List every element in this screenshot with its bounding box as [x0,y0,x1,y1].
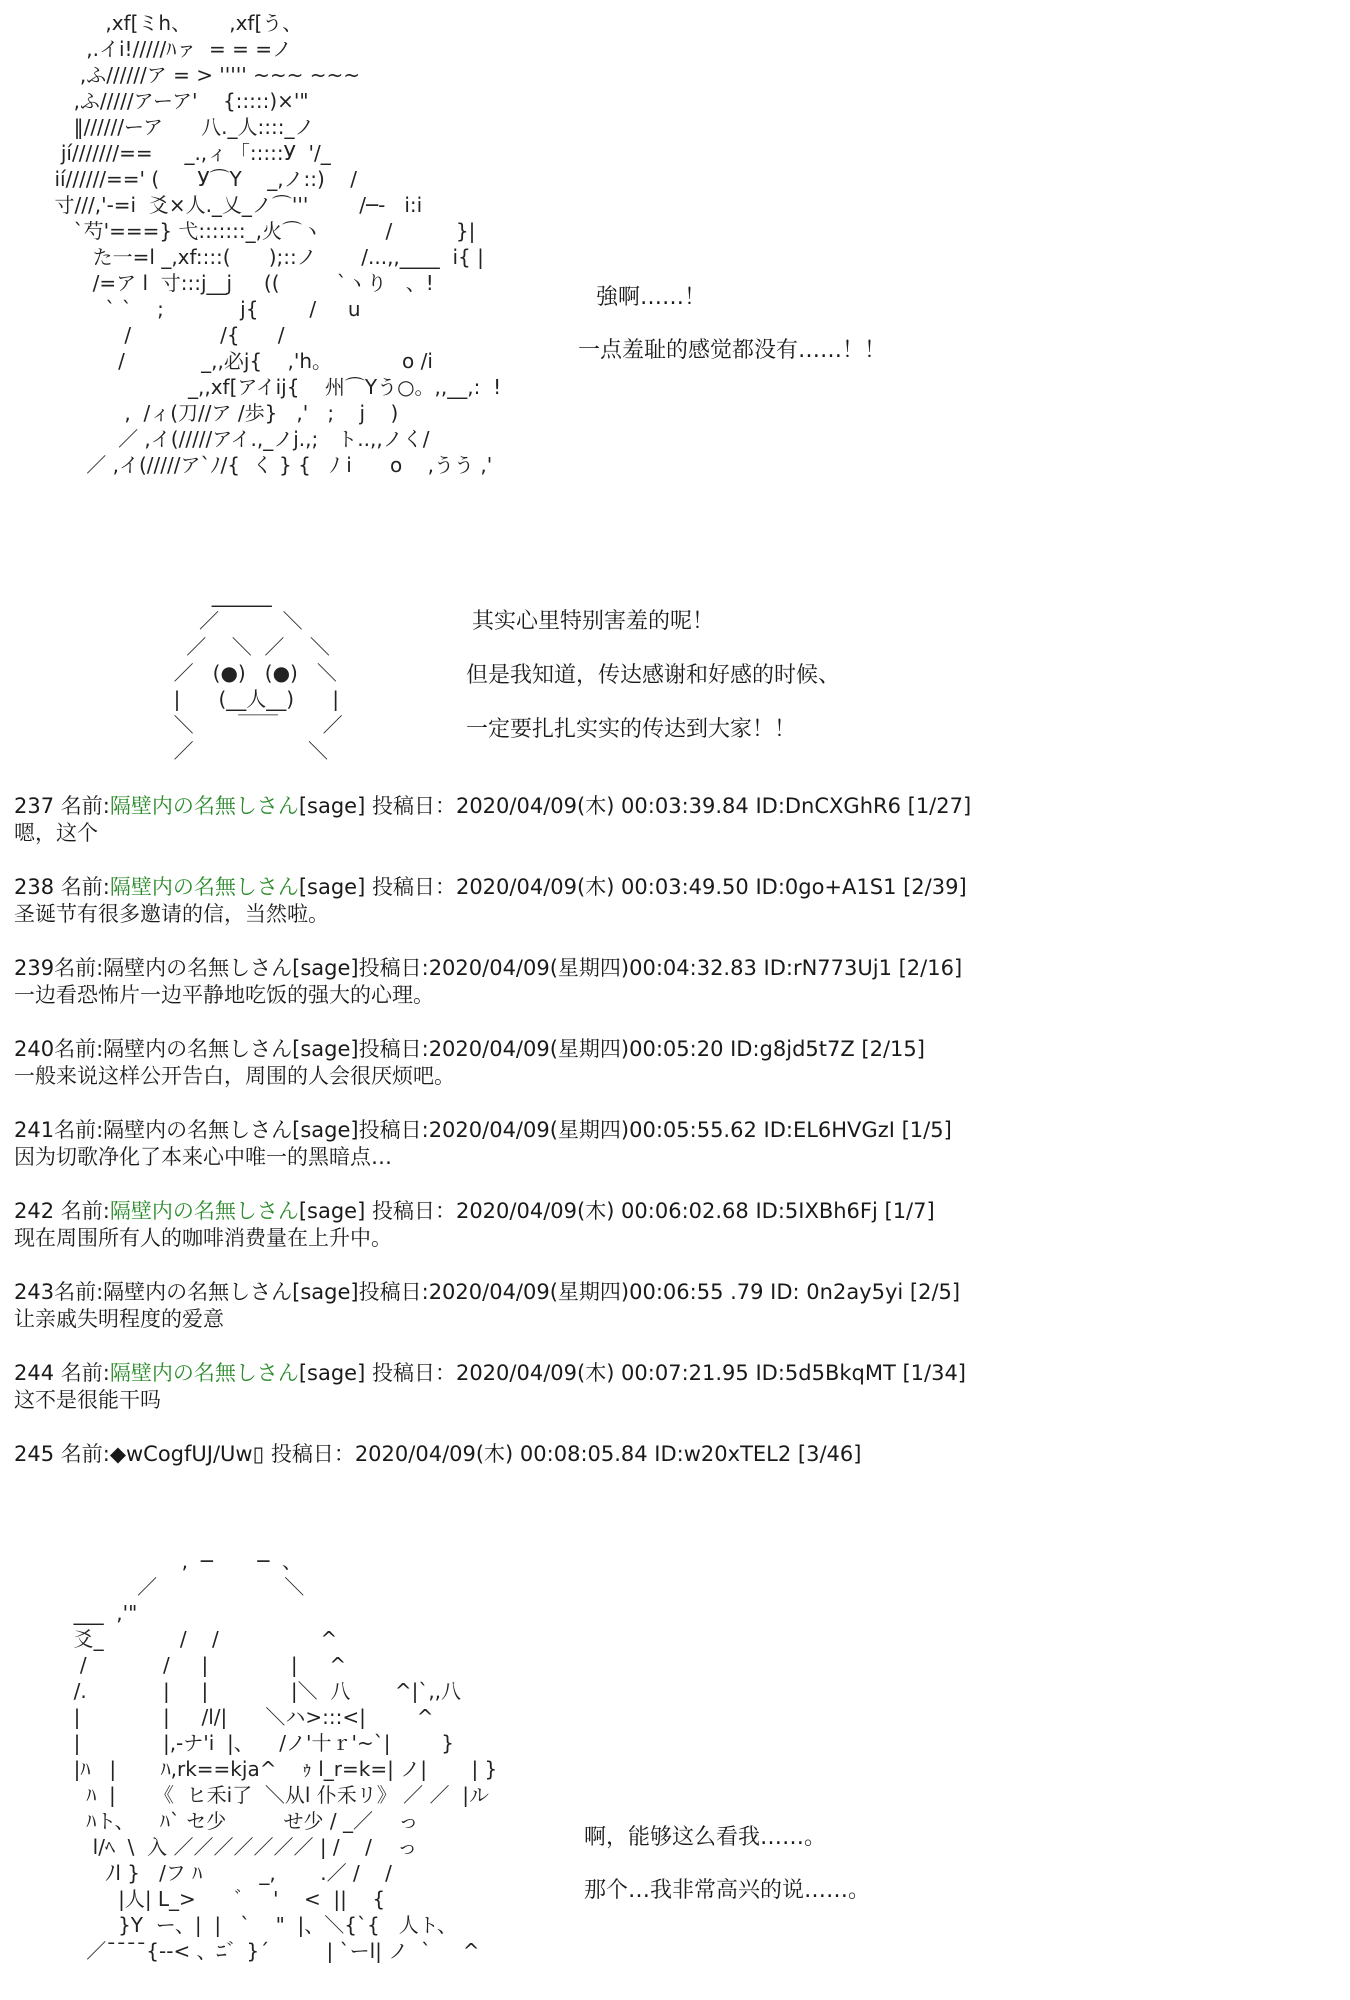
post-header [14,874,1334,901]
post-body: 这不是很能干吗 [14,1388,161,1412]
poster-name: 隔壁内の名無しさん [103,1037,293,1061]
post-meta: [sage]投稿日:2020/04/09(星期四)00:05:20 ID:g8jd5t7Z [2/15] [292,1037,925,1061]
post-header [14,955,1334,982]
post-number: 238 名前: [14,875,110,899]
post [14,1441,1334,1468]
post-body: 圣诞节有很多邀请的信，当然啦。 [14,902,329,926]
post-meta: ▯ 投稿日：2020/04/09(木) 00:08:05.84 ID:w20xTEL2 [3/46] [252,1442,862,1466]
poster-name: 隔壁内の名無しさん [103,1118,293,1142]
post-body: 嗯，这个 [14,821,98,845]
post-number: 243名前: [14,1280,104,1304]
poster-name: 隔壁内の名無しさん [103,1280,293,1304]
poster-name: 隔壁内の名無しさん [103,956,293,980]
speech-line: 一定要扎扎实实的传达到大家！！ [466,717,797,742]
post-meta: [sage] 投稿日：2020/04/09(木) 00:03:39.84 ID:DnCXGhR6 [1/27] [298,794,972,818]
speech-line: 那个…我非常高兴的说……。 [584,1878,871,1903]
post [14,874,1334,928]
post-header [14,1441,1334,1468]
post-header [14,1279,1334,1306]
post [14,1198,1334,1252]
post-header [14,1117,1334,1144]
speech-line: 強啊……！ [596,285,707,310]
speech-line: 啊，能够这么看我……。 [584,1825,827,1850]
post-number: 237 名前: [14,794,110,818]
poster-name: 隔壁内の名無しさん [109,1199,299,1223]
speech-line: 但是我知道，传达感谢和好感的时候、 [466,663,841,688]
poster-name: ◆wCogfUJ/Uw [109,1442,253,1466]
post-body: 一般来说这样公开告白，周围的人会很厌烦吧。 [14,1064,455,1088]
post-meta: [sage] 投稿日：2020/04/09(木) 00:07:21.95 ID:5d5BkqMT [1/34] [298,1361,967,1385]
poster-name: 隔壁内の名無しさん [109,875,299,899]
post [14,1360,1334,1414]
post-meta: [sage]投稿日:2020/04/09(星期四)00:04:32.83 ID:rN773Uj1 [2/16] [292,956,963,980]
post [14,955,1334,1009]
poster-name: 隔壁内の名無しさん [109,1361,299,1385]
poster-name: 隔壁内の名無しさん [109,794,299,818]
post-meta: [sage] 投稿日：2020/04/09(木) 00:06:02.68 ID:5IXBh6Fj [1/7] [298,1199,935,1223]
post-body: 现在周围所有人的咖啡消费量在上升中。 [14,1226,392,1250]
post-body: 一边看恐怖片一边平静地吃饭的强大的心理。 [14,983,434,1007]
post-number: 244 名前: [14,1361,110,1385]
post-header [14,1198,1334,1225]
post [14,1279,1334,1333]
post-meta: [sage]投稿日:2020/04/09(星期四)00:06:55 .79 ID: 0n2ay5yi [2/5] [292,1280,961,1304]
post-number: 241名前: [14,1118,104,1142]
post-number: 242 名前: [14,1199,110,1223]
post-body: 让亲戚失明程度的爱意 [14,1307,224,1331]
ascii-art-character-bottom: , ─ ─ 、 ／ ＼ ___ ,'" 爻_ / / ^ / / | | ^ /. | | |＼ 八 ^|`,,八 | | /l/| ＼ハ>:::<| ^ | |,-ナ'i |、 /ノ'十ｒ'~`| } |ﾊ | ﾊ,rk==kja^ ｩ l_r=k=| ノ| | } ﾊ | 《 ヒ禾i了 ＼从l 仆禾リ》 ／ ／ |ル ﾊト、 ﾊ` セ少 せ少 / _／ っ l/ﾍ \ 入 ／／／／／／／ | / / っ ﾉl } /フ ﾊ _, .／ / / |人| L_> ゛ ' < || { }Y ー、| | ` " |、＼{`{ 人ト、 ／¯¯¯¯{--< 、ﾆ゛}´ | `ーl| ノ ` ^ [73,1549,498,1963]
post [14,1117,1334,1171]
speech-line: 一点羞耻的感觉都没有……！！ [578,338,887,363]
post-body: 因为切歌净化了本来心中唯一的黑暗点… [14,1145,392,1169]
post-meta: [sage] 投稿日：2020/04/09(木) 00:03:49.50 ID:0go+A1S1 [2/39] [298,875,967,899]
post-header [14,1036,1334,1063]
post-number: 240名前: [14,1037,104,1061]
post-header [14,793,1334,820]
ascii-art-face: ______ ／ ＼ ／ ＼ ／ ＼ ／ (●) (●) ＼ | (__人__) | ＼ ￣￣ ／ ／ ＼ [173,583,343,763]
post [14,793,1334,847]
post-meta: [sage]投稿日:2020/04/09(星期四)00:05:55.62 ID:EL6HVGzI [1/5] [292,1118,952,1142]
speech-line: 其实心里特别害羞的呢！ [472,609,715,634]
ascii-art-character-top: ,xf[ミh、 ,xf[う、 ,.イi!/////ﾊァ = = =ノ ,ふ//////ア = > ''''' ~~~ ~~~ ,ふ/////アーア' {:::::)×'" ‖//////ーア 八._人::::_ノ jí///////== _.,ィ ｢:::::У '/_ ií//////==' ( У⌒Y _,ノ::) / 寸///,'-=i 爻×人._乂_ノ⌒''' /─- i:i `芍'===} 弋:::::::_,火⌒ヽ / }| た一=l _,xf::::( );::ノ /...,,____ i{ | /=ア l 寸:::j__j (( `ヽり 、! ` ` ; j{ / u / /{ / / _,,必j{ ,'h。 o /i _,,xf[アイij{ 州⌒Yう○。,,__,: ! , /ィ(刀//ア /歩} ,' ; j ) ／ ,イ(/////アイ.,_ノj.,; ト..,,ノく/ ／ ,イ(/////ア`ﾉ/{ く } { ﾉ i o ,うう ,' [54,11,502,477]
post-header [14,1360,1334,1387]
post-number: 245 名前: [14,1442,110,1466]
post-number: 239名前: [14,956,104,980]
post [14,1036,1334,1090]
